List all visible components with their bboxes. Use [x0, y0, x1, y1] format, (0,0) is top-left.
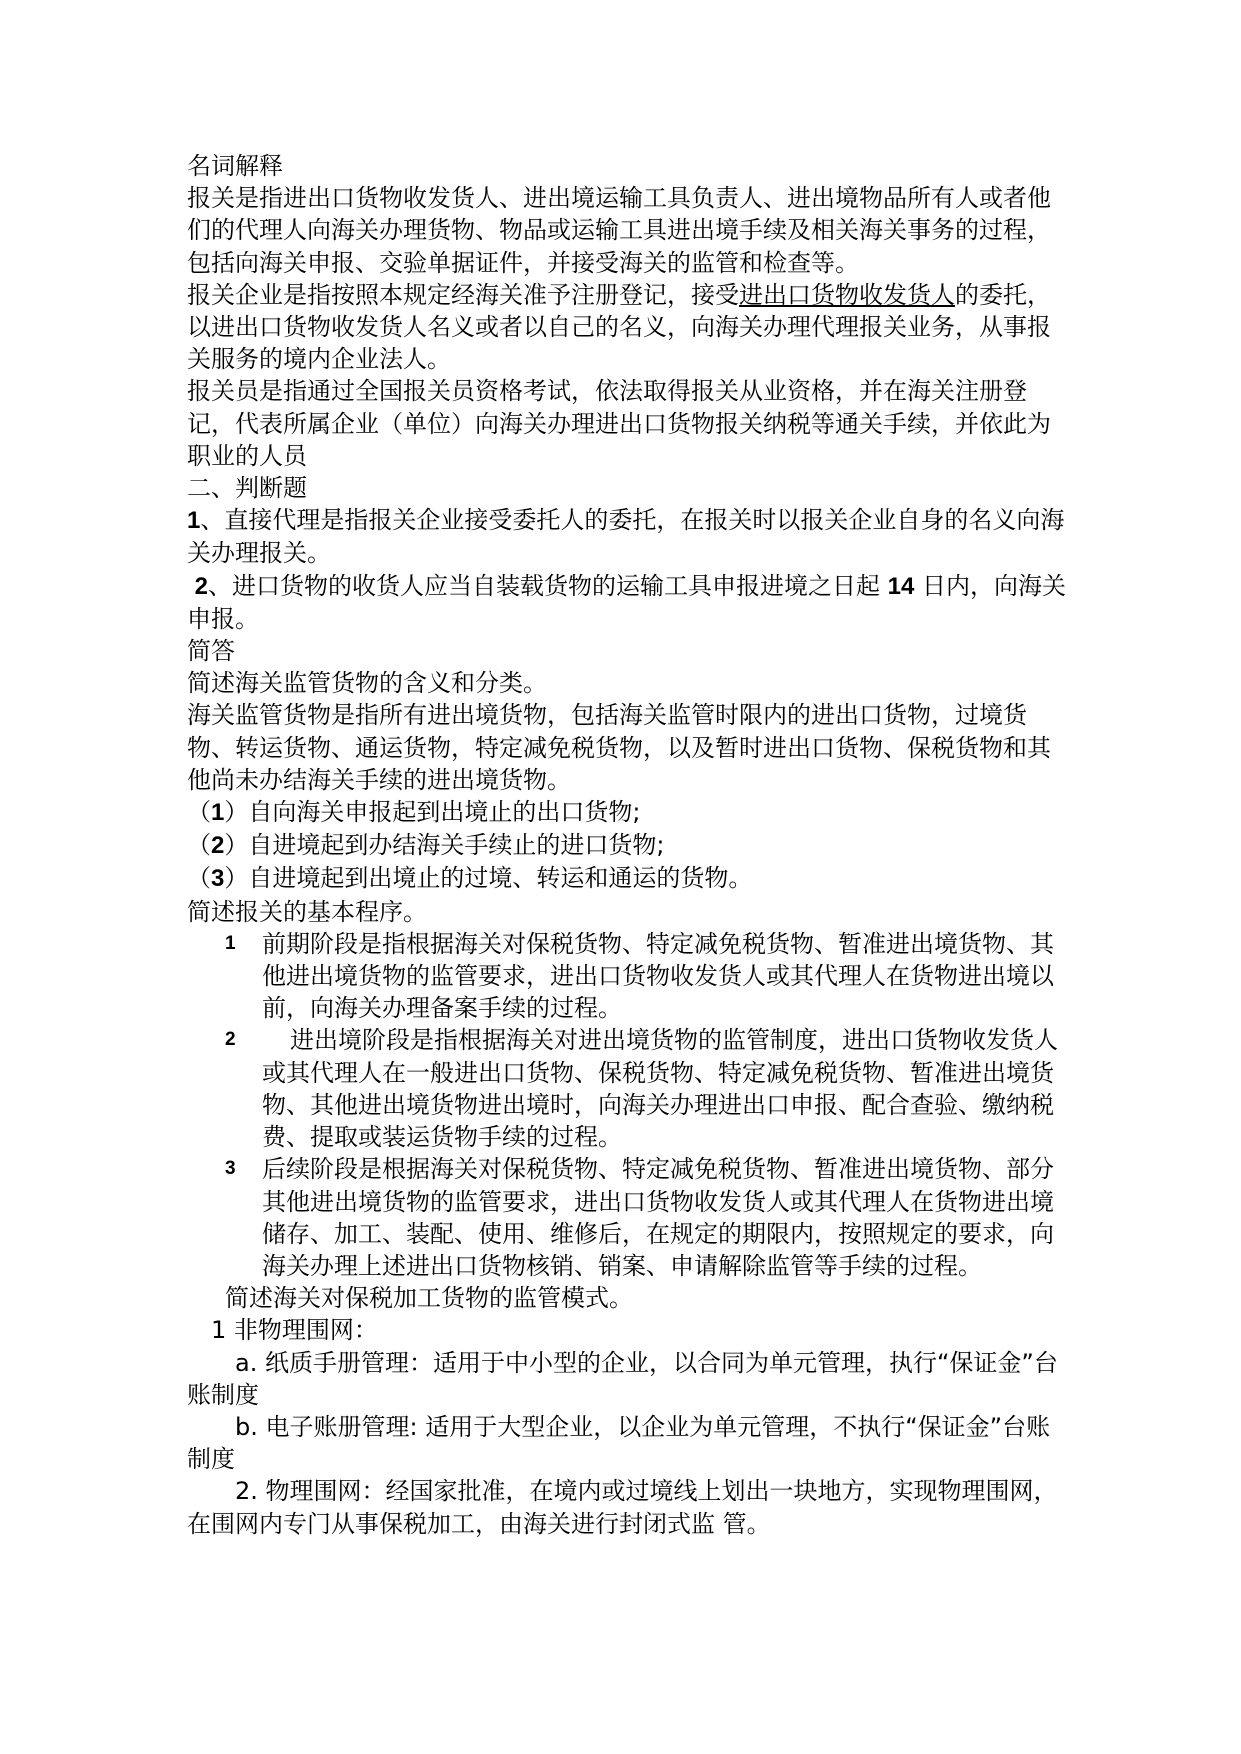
- item-text: 、直接代理是指报关企业接受委托人的委托，在报关时以报关企业自身的名义向海关办理报关。: [187, 506, 1065, 568]
- mode-2: 2. 物理围网：经国家批准，在境内或过境线上划出一块地方，实现物理围网，在围网内专门从事保税加工，由海关进行封闭式监 管。: [187, 1477, 1058, 1538]
- section-heading-short: 简答: [187, 637, 235, 666]
- step-number: 3: [225, 1158, 236, 1180]
- step-text: 前期阶段是指根据海关对保税货物、特定减免税货物、暂准进出境货物、其他进出境货物的监管要求，进出口货物收发货人或其代理人在货物进出境以前，向海关办理备案手续的过程。: [262, 929, 1054, 1023]
- mode-1-heading: 1 非物理围网：: [211, 1316, 378, 1345]
- item-days: 14: [887, 572, 915, 600]
- category-2: [187, 829, 1067, 862]
- definition-text: 的委托，以进出口货物收发货人名义或者以自己的名义，向海关办理代理报关业务，从事报关服务的境内企业法人。: [187, 280, 1051, 374]
- question-3: 简述海关对保税加工货物的监管模式。: [225, 1284, 633, 1313]
- category-1: [187, 796, 1067, 829]
- step-number: 1: [225, 932, 236, 954]
- document-body: [187, 150, 1067, 1540]
- section-heading-terms: 名词解释: [187, 152, 283, 180]
- mode-1b: b. 电子账册管理: 适用于大型企业，以企业为单元管理，不执行“保证金”台账制度: [187, 1412, 1051, 1474]
- item-text: ）自向海关申报起到出境止的出口货物;: [224, 798, 641, 827]
- mode-1a: a. 纸质手册管理：适用于中小型的企业，以合同为单元管理，执行“保证金”台账制度: [187, 1348, 1058, 1409]
- item-text: ）自进境起到办结海关手续止的进口货物;: [224, 831, 665, 860]
- judge-item-1: [187, 504, 1067, 569]
- judge-item-2: [187, 570, 1067, 635]
- item-number: 2: [194, 572, 208, 600]
- item-number: 1: [187, 507, 201, 535]
- bracket: （: [187, 798, 211, 827]
- item-text: 日内，向海关申报。: [187, 571, 1066, 633]
- question-2: 简述报关的基本程序。: [187, 897, 427, 926]
- step-text: 进出境阶段是指根据海关对进出境货物的监管制度，进出口货物收发货人或其代理人在一般进出口货物、保税货物、特定减免税货物、暂准进出境货物、其他进出境货物进出境时，向海关办理进出口申报、配合查验、缴纳税费、提取或装运货物手续的过程。: [262, 1026, 1058, 1152]
- definition-baoguan-yuan: 报关员是指通过全国报关员资格考试，依法取得报关从业资格，并在海关注册登记，代表所属企业（单位）向海关办理进出口货物报关纳税等通关手续，并依此为职业的人员: [187, 377, 1051, 470]
- definition-text: 报关企业是指按照本规定经海关准予注册登记，接受: [187, 280, 739, 309]
- procedure-step-3: [187, 1153, 1067, 1282]
- item-number: 2: [211, 832, 225, 860]
- item-number: 3: [211, 865, 225, 893]
- section-heading-judge: 二、判断题: [187, 474, 307, 503]
- item-number: 1: [211, 799, 225, 827]
- bracket: （: [187, 831, 211, 860]
- underlined-term-link[interactable]: 进出口货物收发货人: [739, 280, 955, 309]
- step-text: 后续阶段是根据海关对保税货物、特定减免税货物、暂准进出境货物、部分其他进出境货物的监管要求，进出口货物收发货人或其代理人在货物进出境储存、加工、装配、使用、维修后，在规定的期限内，按照规定的要求，向海关办理上述进出口货物核销、销案、申请解除监管等手续的过程。: [262, 1155, 1054, 1280]
- definition-baoguan: 报关是指进出口货物收发货人、进出境运输工具负责人、进出境物品所有人或者他们的代理人向海关办理货物、物品或运输工具进出境手续及相关海关事务的过程，包括向海关申报、交验单据证件，并接受海关的监管和检查等。: [187, 184, 1051, 277]
- question-1: 简述海关监管货物的含义和分类。: [187, 669, 547, 698]
- step-number: 2: [225, 1029, 236, 1051]
- bracket: （: [187, 864, 211, 893]
- item-text: ）自进境起到出境止的过境、转运和通运的货物。: [224, 864, 753, 893]
- definition-baoguan-qiye: [187, 279, 1067, 376]
- procedure-step-1: [187, 928, 1067, 1025]
- procedure-step-2: [187, 1024, 1067, 1153]
- item-text: 、进口货物的收货人应当自装载货物的运输工具申报进境之日起: [208, 571, 888, 600]
- category-3: [187, 862, 1067, 895]
- answer-1: 海关监管货物是指所有进出境货物，包括海关监管时限内的进出口货物，过境货物、转运货物、通运货物，特定减免税货物，以及暂时进出口货物、保税货物和其他尚未办结海关手续的进出境货物。: [187, 701, 1051, 794]
